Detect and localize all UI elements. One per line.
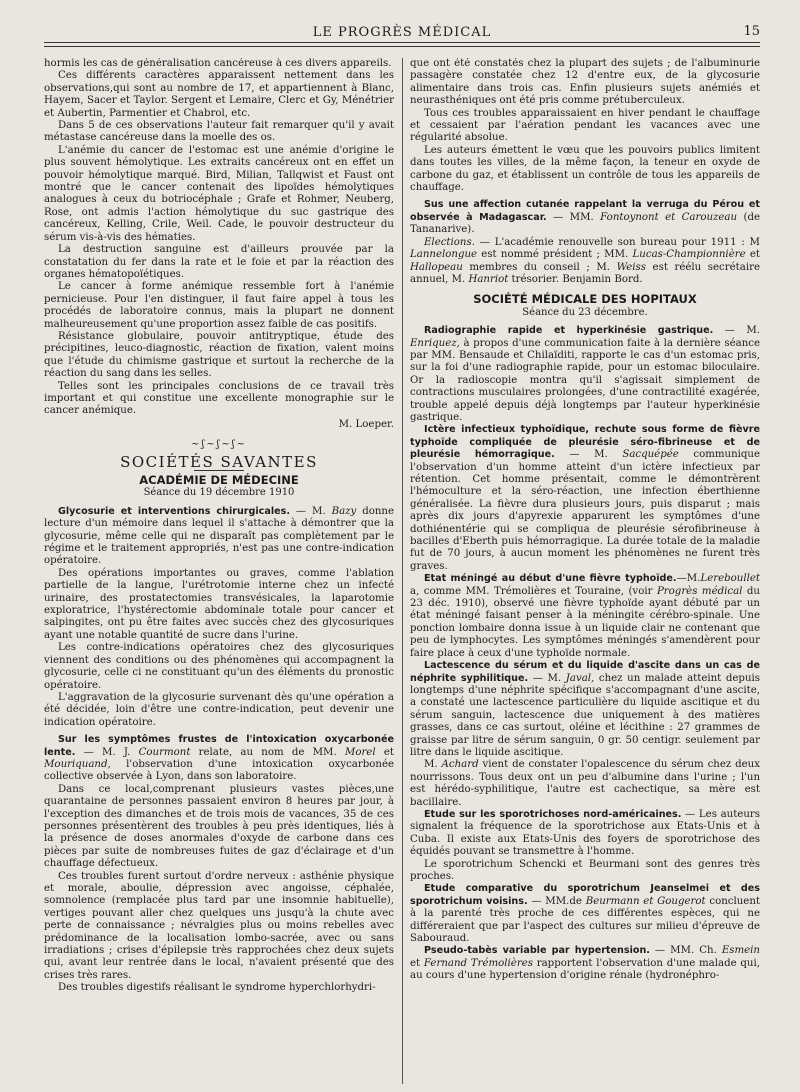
article-heading: Sur les symptômes frustes de l'intoxication oxycarbonée lente. <box>44 734 394 758</box>
article-signature: M. Loeper. <box>338 418 394 430</box>
header-rule-double <box>44 46 760 47</box>
paragraph: hormis les cas de généralisation cancéreuse à ces divers appareils. <box>44 58 392 69</box>
paragraph: L'aggravation de la glycosurie survenant dès qu'une opération a été décidée, loin d'être une contre-indication, peut devenir une indication opératoire. <box>44 691 394 728</box>
author-name: Beurmann et Gougerot <box>585 895 706 907</box>
author-name: Lereboullet <box>700 573 760 585</box>
author-name: Fontoynont et Carouzeau <box>600 211 738 223</box>
author-name: Javal, <box>565 672 595 684</box>
article-lactescence: Lactescence du sérum et du liquide d'ascite dans un cas de néphrite syphilitique. — M. Javal, chez un malade atteint depuis longtemps d'une néphrite spécifique s'accompagnant d'une ascite, a constaté une lactescence particulière du liquide ascitique et du sérum sanguin, lactescence due uniquement à des matières grasses, dans ce cas surtout, oléine et lécithine : 27 grammes de graisse par litre de sérum sanguin, 0 gr. 50 centigr. seulement par litre dans le liquide ascitique. <box>410 660 760 758</box>
society-title: SOCIÉTÉ MÉDICALE DES HOPITAUX <box>473 292 697 307</box>
article-radiographie: Radiographie rapide et hyperkinésie gastrique. — M. Enriquez, à propos d'une communication faite à la dernière séance par MM. Bensaude et Chilaïditi, rapporte le cas d'un estomac pris, sur la foi d'une radiographie rapide, pour un estomac biloculaire. Or la radioscopie montra qu'il s'agissait simplement de contractions musculaires prolongées, d'une contractilité exagérée, trouble appelé depuis déjà longtemps par l'auteur hyperkinésie gastrique. <box>410 325 760 423</box>
paragraph: Tous ces troubles apparaissaient en hiver pendant le chauffage et cessaient par l'aération pendant les vacances avec une régularité absolue. <box>410 107 760 144</box>
author-name: Achard <box>441 759 479 771</box>
paragraph: Des opérations importantes ou graves, comme l'ablation partielle de la langue, l'urétrotomie interne chez un infecté urinaire, des prostatectomies transvésicales, la laparotomie exploratrice, l'hystérectomie abdominale totale pour cancer et salpingites, ont pu être faites avec succès chez des glycosuriques ayant une notable quantité de sucre dans l'urine. <box>44 567 394 641</box>
paragraph: L'anémie du cancer de l'estomac est une anémie d'origine le plus souvent hémolytique. Les extraits cancéreux ont en effet un pouvoir hémolytique marqué. Bird, Milian, Tallqwist et Faust ont montré que le cancer contenait des lipoïdes hémolytiques analogues à ceux du botriocéphale ; Grafe et Rohmer, Neuberg, Rose, ont admis l'action hémolytique du suc gastrique des cancéreux, Kelling, Crile, Weil. Cade, le pouvoir destructeur du sérum vis-à-vis des hématies. <box>44 144 394 243</box>
paragraph: Les contre-indications opératoires chez des glycosuriques viennent des conditions ou des phénomènes qui accompagnent la glycosurie, celle ci ne constituant qu'un des éléments du pronostic opératoire. <box>44 642 394 691</box>
article-ictere: Ictère infectieux typhoïdique, rechute sous forme de fièvre typhoïde compliquée de pleurésie séro-fibrineuse et de pleurésie hémorragique. — M. Sacquépée communique l'observation d'un homme atteint d'un ictère infectieux par rétention. Cet homme présentait, comme le démontrèrent l'hémoculture et la séro-réaction, une infection éberthienne généralisée. La fièvre dura plusieurs jours, puis disparut ; mais après dix jours d'apyrexie apparurent les symptômes d'une dothiénentérie qui se compliqua de pleurésie sérofibrineuse à bacilles d'Eberth puis hémorragique. La durée totale de la maladie fut de 70 jours, à aucun moment les phénomènes ne furent très graves. <box>410 424 760 572</box>
article-sporotrichoses: Etude sur les sporotrichoses nord-américaines. — Les auteurs signalent la fréquence de la sporotrichose aux Etats-Unis et à Cuba. Il existe aux Etats-Unis des foyers de sporotrichose des équidés pouvant se transmettre à l'homme. <box>410 808 760 858</box>
paragraph: Résistance globulaire, pouvoir antitryptique, étude des précipitines, leuco-diagnostic, réaction de fixation, valent moins que l'étude du chimisme gastrique et surtout la recherche de la réaction du sang dans les selles. <box>44 330 394 380</box>
article-heading: Ictère infectieux typhoïdique, rechute sous forme de fièvre typhoïde compliquée de pleurésie séro-fibrineuse et de pleurésie hémorragique. <box>410 424 760 461</box>
paragraph: Dans 5 de ces observations l'auteur fait remarquer qu'il y avait métastase cancéreuse dans la moelle des os. <box>44 120 394 144</box>
paragraph: Telles sont les principales conclusions de ce travail très important et qui constitue une excellente monographie sur le cancer anémique. <box>44 380 394 417</box>
paragraph: que ont été constatés chez la plupart des sujets ; de l'albuminurie passagère constatée chez 12 d'entre eux, de la glycosurie alimentaire dans trois cas. Enfin plusieurs sujets anémiés et neurasthéniques ont été pris comme prétuberculeux. <box>410 58 760 107</box>
journal-title: LE PROGRÈS MÉDICAL <box>312 25 492 40</box>
author-name: Fernand Trémolières <box>423 957 533 969</box>
paragraph: Des troubles digestifs réalisant le syndrome hyperchlorhydri- <box>58 982 376 994</box>
author-name: Enriquez, <box>410 337 460 349</box>
paragraph: M. Achard vient de constater l'opalescence du sérum chez deux nourrissons. Tous deux ont un peu d'albumine dans l'urine ; l'un est hérédo-syphilitique, l'autre est cachectique, sa mère est bacillaire. <box>410 759 760 808</box>
article-heading: Pseudo-tabès variable par hypertension. <box>424 945 650 957</box>
right-column <box>410 58 760 1088</box>
person-name: Lannelongue <box>410 249 478 261</box>
article-pseudo-tabes: Pseudo-tabès variable par hypertension. — MM. Ch. Esmein et Fernand Trémolières rapportent l'observation d'une malade qui, au cours d'une hypertension d'origine rénale (hydronéphro- <box>410 945 760 982</box>
column-divider <box>402 58 403 1084</box>
page-number: 15 <box>743 24 760 39</box>
author-name: Mouriquand, <box>44 758 111 770</box>
author-name: Bazy <box>331 505 357 517</box>
person-name: Hanriot <box>468 273 509 285</box>
page-header <box>44 22 760 44</box>
ornament-divider: ~ʃ~ʃ~ʃ~ <box>191 439 247 451</box>
session-date: Séance du 19 décembre 1910 <box>143 487 295 499</box>
article-heading: Etat méningé au début d'une fièvre typhoïde. <box>424 573 677 585</box>
article-heading: Sus une affection cutanée rappelant la verruga du Pérou et observée à Madagascar. <box>410 199 760 223</box>
article-heading: Etude comparative du sporotrichum Jeanselmei et des sporotrichum voisins. <box>410 883 760 907</box>
article-heading: Glycosurie et interventions chirurgicales. <box>58 505 290 517</box>
article-oxycarbonee: Sur les symptômes frustes de l'intoxication oxycarbonée lente. — M. J. Courmont relate, au nom de MM. Morel et Mouriquand, l'observation d'une intoxication oxycarbonée collective observée à Lyon, dans son laboratoire. <box>44 734 394 783</box>
left-column <box>44 58 394 1088</box>
section-title: SOCIÉTÉS SAVANTES <box>120 452 318 471</box>
journal-reference: Progrès médical <box>656 585 743 597</box>
article-heading: Etude sur les sporotrichoses nord-américaines. <box>424 808 682 820</box>
paragraph: Ces troubles furent surtout d'ordre nerveux : asthénie physique et morale, aboulie, dépression avec angoisse, céphalée, somnolence (remplacée plus tard par une insomnie habituelle), vertiges pouvant aller chez quelques uns jusqu'à la chute avec perte de connaissance ; névralgies plus ou moins rebelles avec prédominance de la localisation lombo-sacrée, avec ou sans irradiations ; crises d'épilepsie très rapprochées chez deux sujets qui, avant leur rentrée dans le local, n'avaient présenté que des crises très rares. <box>44 870 394 981</box>
article-signature: Benjamin Bord. <box>562 273 643 285</box>
session-date: Séance du 23 décembre. <box>522 306 648 318</box>
author-name: Esmein <box>721 945 760 957</box>
article-etat-meninge: Etat méningé au début d'une fièvre typhoïde.—M.Lereboullet a, comme MM. Trémolières et Touraine, (voir Progrès médical du 23 déc. 1910), observé une fièvre typhoïde ayant débuté par un état méningé faisant penser à la méningite cérébro-spinale. Une ponction lombaire donna issue à un liquide clair ne contenant que peu de lymphocytes. Les symptômes méningés s'amendèrent pour faire place à ceux d'une typhoïde normale. <box>410 573 760 659</box>
paragraph: Ces différents caractères apparaissent nettement dans les observations,qui sont au nombre de 17, et appartiennent à Blanc, Hayem, Sacer et Taylor. Sergent et Lemaire, Clerc et Gy, Ménétrier et Aubertin, Parmentier et Chabrol, etc. <box>44 70 394 119</box>
header-rule <box>44 42 760 43</box>
author-name: Courmont <box>138 746 191 758</box>
academy-title: ACADÉMIE DE MÉDECINE <box>139 473 299 487</box>
paragraph: Dans ce local,comprenant plusieurs vastes pièces,une quarantaine de personnes passaient environ 8 heures par jour, à l'exception des dimanches et de trois mois de vacances, 35 de ces personnes présentèrent des troubles à peu près identiques, liés à la présence de doses anormales d'oxyde de carbone dans ces pièces par suite de nombreuses fuites de gaz d'éclairage et d'un chauffage défectueux. <box>44 783 394 870</box>
person-name: Weiss <box>616 261 646 273</box>
paragraph: Le cancer à forme anémique ressemble fort à l'anémie pernicieuse. Pour l'en distinguer, il faut faire appel à tous les procédés de laboratoire connus, mais la plupart ne donnent malheureusement qu'une proportion assez faible de cas positifs. <box>44 281 394 330</box>
article-elections: Elections. — L'académie renouvelle son bureau pour 1911 : M Lannelongue est nommé président ; MM. Lucas-Championnière et Hallopeau membres du conseil ; M. Weiss est réélu secrétaire annuel, M. Hanriot trésorier. Benjamin Bord. <box>410 236 760 285</box>
article-heading: Elections. <box>424 236 475 248</box>
person-name: Hallopeau <box>410 261 463 273</box>
author-name: Sacquépée <box>622 449 679 461</box>
article-sporotrichum: Etude comparative du sporotrichum Jeanselmei et des sporotrichum voisins. — MM.de Beurmann et Gougerot concluent à la parenté très proche de ces différentes espèces, qui ne différeraient que par l'aspect des cultures sur milieu d'épreuve de Sabouraud. <box>410 883 760 945</box>
article-verruga: Sus une affection cutanée rappelant la verruga du Pérou et observée à Madagascar. — MM. Fontoynont et Carouzeau (de Tananarive). <box>410 199 760 236</box>
person-name: Lucas-Championnière <box>632 249 746 261</box>
paragraph: La destruction sanguine est d'ailleurs prouvée par la constatation du fer dans la rate et le foie et par la réaction des organes hématopoïétiques. <box>44 244 394 280</box>
paragraph: Le sporotrichum Schencki et Beurmani sont des genres très proches. <box>410 858 760 882</box>
author-name: Morel <box>344 746 376 758</box>
article-heading: Lactescence du sérum et du liquide d'ascite dans un cas de néphrite syphilitique. <box>410 660 760 684</box>
paragraph: Les auteurs émettent le vœu que les pouvoirs publics limitent dans toutes les villes, de la même façon, la teneur en oxyde de carbone du gaz, et établissent un contrôle de tous les appareils de chauffage. <box>410 144 760 194</box>
article-glycosurie: Glycosurie et interventions chirurgicales. — M. Bazy donne lecture d'un mémoire dans lequel il s'attache à démontrer que la glycosurie, même celle qui ne disparaît pas complètement par le régime et le traitement appropriés, n'est pas une contre-indication opératoire. <box>44 505 394 567</box>
article-heading: Radiographie rapide et hyperkinésie gastrique. <box>424 325 714 337</box>
